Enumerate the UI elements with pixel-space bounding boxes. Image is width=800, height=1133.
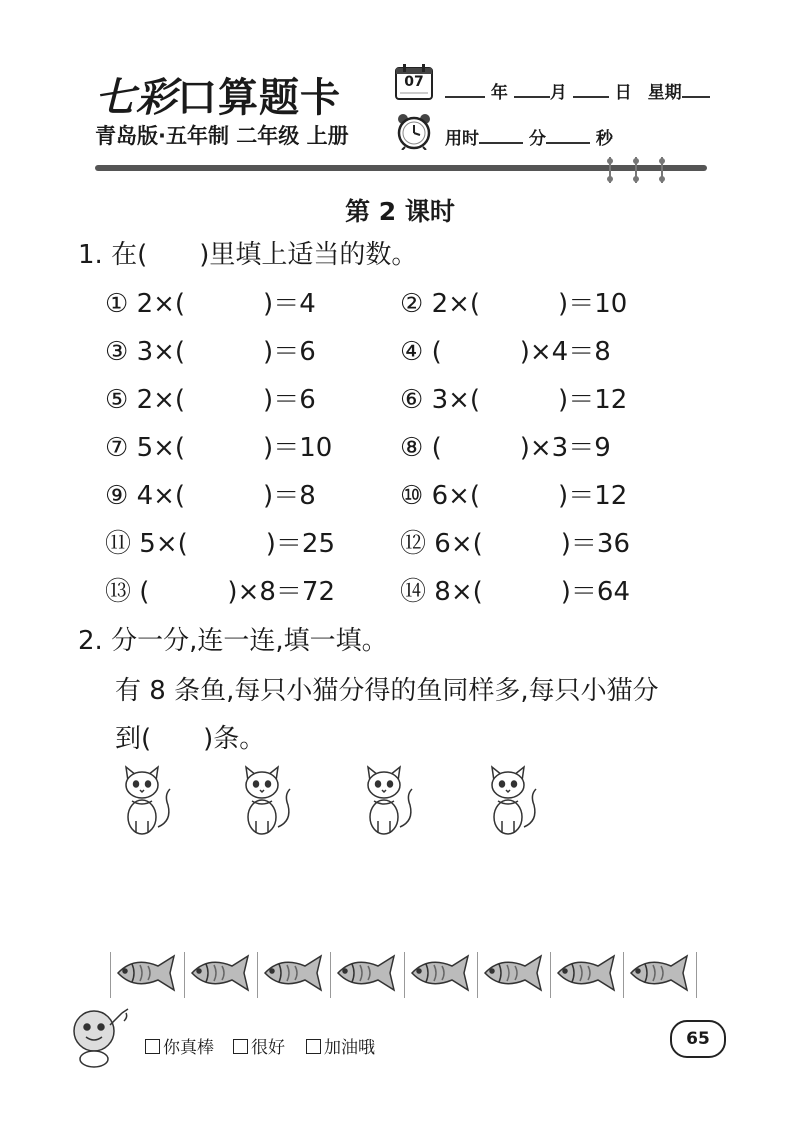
time-row (445, 124, 613, 149)
fish-icon (186, 950, 258, 998)
second-label: 秒 (595, 129, 613, 149)
problem-number: ③ (105, 337, 129, 367)
fish-separator (477, 952, 478, 998)
q2-title: 2. 分一分,连一连,填一填。 (78, 626, 388, 656)
fish-separator (330, 952, 331, 998)
problem-4[interactable] (400, 331, 611, 368)
problem-number: ⑥ (400, 385, 424, 415)
problem-text: 5×( )＝10 (136, 433, 333, 463)
day-label: 日 (614, 83, 632, 103)
date-row (445, 78, 710, 103)
problem-number: ② (400, 289, 424, 319)
problem-text: ( )×4＝8 (431, 337, 611, 367)
q2-line1: 有 8 条鱼,每只小猫分得的鱼同样多,每只小猫分 (115, 676, 659, 706)
problem-text: 2×( )＝10 (431, 289, 628, 319)
problem-text: 2×( )＝4 (136, 289, 316, 319)
minute-blank[interactable] (479, 124, 523, 144)
weekday-label: 星期 (647, 83, 682, 103)
problem-12[interactable] (400, 523, 630, 560)
checkbox-icon[interactable] (306, 1039, 321, 1054)
eval-option-good[interactable] (233, 1033, 285, 1058)
problem-number: ⑭ (400, 577, 427, 607)
eval-label: 加油哦 (324, 1038, 375, 1058)
checkbox-icon[interactable] (233, 1039, 248, 1054)
fish-icon (259, 950, 331, 998)
brand-script: 七彩 (95, 74, 177, 121)
clock-icon (395, 112, 433, 154)
weekday-blank[interactable] (682, 78, 710, 98)
problem-number: ⑦ (105, 433, 129, 463)
problem-number: ⑨ (105, 481, 129, 511)
problem-number: ④ (400, 337, 424, 367)
cat-icon (360, 765, 416, 841)
lesson-title: 第 2 课时 (345, 197, 455, 226)
q1-title: 1. 在( )里填上适当的数。 (78, 240, 418, 270)
fish-separator (184, 952, 185, 998)
problem-14[interactable] (400, 571, 630, 608)
problem-text: 6×( )＝12 (431, 481, 628, 511)
cat-icon (118, 765, 174, 841)
checkbox-icon[interactable] (145, 1039, 160, 1054)
fish-separator (623, 952, 624, 998)
page-number: 65 (670, 1020, 726, 1058)
fish-separator (110, 952, 111, 998)
month-blank[interactable] (514, 78, 550, 98)
year-blank[interactable] (445, 78, 485, 98)
problem-text: ( )×3＝9 (431, 433, 611, 463)
time-label: 用时 (445, 129, 479, 149)
minute-label: 分 (528, 129, 546, 149)
divider-beads (604, 157, 670, 189)
problem-text: 3×( )＝6 (136, 337, 316, 367)
fish-icon (112, 950, 184, 998)
brand-title (95, 66, 341, 123)
problem-number: ⑪ (105, 529, 132, 559)
problem-5[interactable] (105, 379, 316, 416)
problem-6[interactable] (400, 379, 627, 416)
fish-row (110, 950, 695, 998)
problem-number: ⑤ (105, 385, 129, 415)
brand-main: 口算题卡 (177, 75, 341, 121)
problem-1[interactable] (105, 283, 316, 320)
eval-option-keep-going[interactable] (306, 1033, 375, 1058)
problem-text: 8×( )＝64 (434, 577, 630, 607)
problem-9[interactable] (105, 475, 316, 512)
cat-icon (484, 765, 540, 841)
second-blank[interactable] (546, 124, 590, 144)
eval-label: 很好 (251, 1038, 285, 1058)
cat-icon (238, 765, 294, 841)
problem-13[interactable] (105, 571, 335, 608)
fish-separator (257, 952, 258, 998)
problem-10[interactable] (400, 475, 627, 512)
fish-icon (406, 950, 478, 998)
problem-7[interactable] (105, 427, 332, 464)
month-label: 月 (549, 83, 567, 103)
problem-8[interactable] (400, 427, 611, 464)
mascot-icon (66, 1005, 136, 1073)
fish-icon (479, 950, 551, 998)
year-label: 年 (490, 83, 508, 103)
eval-label: 你真棒 (163, 1038, 214, 1058)
problem-text: 5×( )＝25 (139, 529, 335, 559)
problem-text: ( )×8＝72 (139, 577, 335, 607)
fish-icon (625, 950, 697, 998)
problem-2[interactable] (400, 283, 627, 320)
problem-text: 4×( )＝8 (136, 481, 316, 511)
fish-separator (404, 952, 405, 998)
problem-11[interactable] (105, 523, 335, 560)
day-blank[interactable] (573, 78, 609, 98)
problem-number: ⑧ (400, 433, 424, 463)
fish-icon (552, 950, 624, 998)
problem-text: 2×( )＝6 (136, 385, 316, 415)
fish-icon (332, 950, 404, 998)
problem-3[interactable] (105, 331, 316, 368)
problem-number: ① (105, 289, 129, 319)
fish-separator (696, 952, 697, 998)
edition-label: 青岛版·五年制 二年级 上册 (95, 124, 349, 148)
problem-number: ⑩ (400, 481, 424, 511)
eval-option-great[interactable] (145, 1033, 214, 1058)
problem-text: 3×( )＝12 (431, 385, 628, 415)
problem-text: 6×( )＝36 (434, 529, 630, 559)
q2-line2[interactable]: 到( )条。 (115, 724, 266, 754)
problem-number: ⑬ (105, 577, 132, 607)
fish-separator (550, 952, 551, 998)
calendar-day: 07 (404, 74, 424, 90)
problem-number: ⑫ (400, 529, 427, 559)
